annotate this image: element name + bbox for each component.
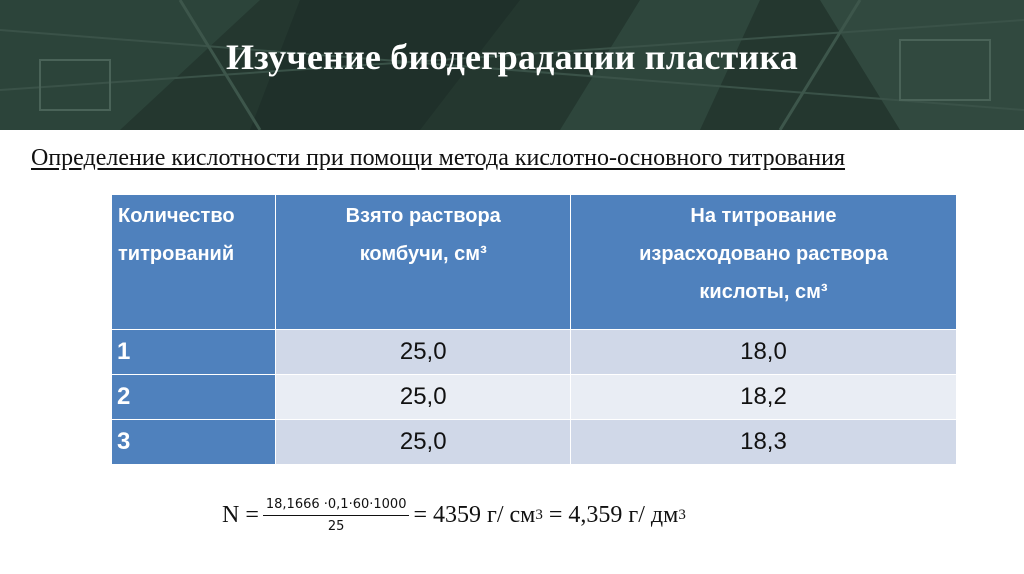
solution-taken-value: 25,0 — [276, 420, 570, 465]
formula-exponent: 3 — [535, 506, 543, 523]
formula-numerator: 18,1666 ·0,1·60·1000 — [263, 497, 410, 516]
acid-used-value: 18,0 — [570, 330, 956, 375]
header-line: Количество — [118, 205, 235, 227]
acidity-formula — [222, 490, 686, 540]
header-line: титрований — [118, 243, 235, 265]
slide-subtitle: Определение кислотности при помощи метода кислотно-основного титрования — [31, 145, 846, 171]
titration-table — [111, 194, 957, 465]
title-banner — [0, 0, 1024, 130]
titration-number: 2 — [112, 375, 276, 420]
titration-number: 3 — [112, 420, 276, 465]
formula-lhs: N = — [222, 501, 259, 528]
table-row — [112, 420, 957, 465]
header-line: кислоты, см³ — [699, 281, 828, 303]
formula-exponent: 3 — [678, 506, 686, 523]
header-acid-used — [570, 195, 956, 330]
table-row — [112, 375, 957, 420]
slide-title: Изучение биодеградации пластика — [226, 37, 798, 77]
acid-used-value: 18,2 — [570, 375, 956, 420]
formula-fraction — [263, 497, 410, 534]
header-line: израсходовано раствора — [639, 243, 888, 265]
header-line: Взято раствора — [345, 205, 501, 227]
header-solution-taken — [276, 195, 570, 330]
solution-taken-value: 25,0 — [276, 375, 570, 420]
acid-used-value: 18,3 — [570, 420, 956, 465]
table-header-row — [112, 195, 957, 330]
table-row — [112, 330, 957, 375]
formula-result-per-cm3: = 4359 г/ см — [413, 501, 536, 528]
header-line: На титрование — [690, 205, 837, 227]
solution-taken-value: 25,0 — [276, 330, 570, 375]
header-titration-count — [112, 195, 276, 330]
formula-result-per-dm3: = 4,359 г/ дм — [542, 501, 679, 528]
header-line: комбучи, см³ — [359, 243, 487, 265]
formula-denominator: 25 — [327, 518, 345, 534]
titration-number: 1 — [112, 330, 276, 375]
